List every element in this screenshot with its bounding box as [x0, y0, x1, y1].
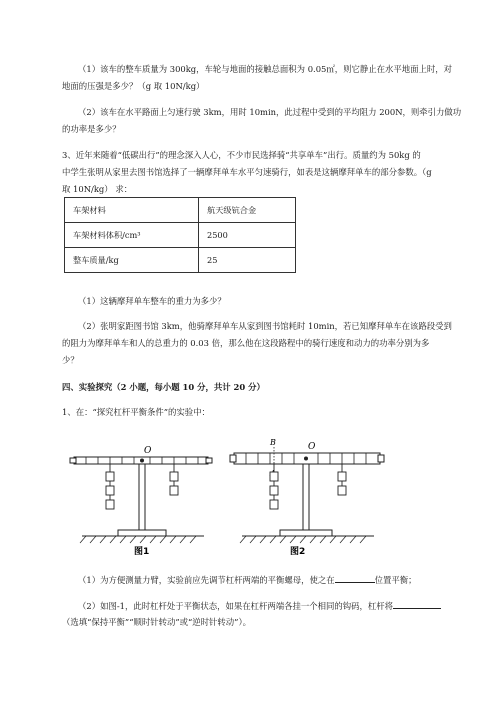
sub2-text-before: （2）如图-1，此时杠杆处于平衡状态，如果在杠杆两端各挂一个相同的钩码，杠杆将	[78, 601, 393, 611]
q2-sub1-line2: 地面的压强是多少？（g 取 10N/kg）	[62, 81, 205, 91]
table-row	[65, 223, 296, 248]
experiment-sub1	[78, 574, 478, 586]
sub1-text-after: 位置平衡；	[374, 575, 417, 585]
table-cell: 航天级钪合金	[199, 198, 296, 223]
q2-sub2-line2: 的功率是多少？	[62, 124, 121, 134]
answer-blank-2[interactable]	[393, 600, 441, 609]
pivot-label: O	[144, 446, 152, 456]
q2-sub2-line1: （2）该车在水平路面上匀速行驶 3km，用时 10min，此过程中受到的平均阻力 200N，则牵引力做功	[78, 107, 462, 117]
table-row	[65, 248, 296, 273]
q3-sub2-line1: （2）张明家距图书馆 3km，他骑摩拜单车从家到图书馆耗时 10min，若已知摩拜单车在该路段受到	[78, 321, 452, 331]
table-cell: 车架材料体积/cm³	[65, 223, 199, 248]
answer-blank-1[interactable]	[335, 574, 375, 583]
q3-line1: 3、近年来随着“低碳出行”的理念深入人心，不少市民选择骑“共享单车”出行。质量约为 50kg 的	[62, 150, 421, 160]
table-cell: 整车质量/kg	[65, 248, 199, 273]
q2-sub1-line1: （1）该车的整车质量为 300kg，车轮与地面的接触总面积为 0.05㎡，则它静止在水平地面上时，对	[78, 64, 452, 74]
sub1-text-before: （1）为方便测量力臂，实验前应先调节杠杆两端的平衡螺母，使之在	[78, 575, 335, 585]
point-b-label: B	[270, 438, 276, 447]
q3-line3: 取 10N/kg） 求：	[62, 184, 133, 194]
table-cell: 2500	[199, 223, 296, 248]
experiment-intro: 1、在：“探究杠杆平衡条件”的实验中：	[62, 407, 210, 417]
q3-sub2-line2: 的阻力为摩拜单车和人的总重力的 0.03 倍，那么他在这段路程中的骑行速度和动力的功率分别为多	[62, 338, 430, 348]
section-heading: 四、实验探究（2 小题，每小题 10 分，共计 20 分）	[62, 382, 265, 392]
figure-2-label: 图2	[290, 547, 306, 557]
q3-sub2-line3: 少？	[62, 355, 79, 365]
lever-figure-2	[228, 436, 388, 560]
q3-sub1: （1）这辆摩拜单车整车的重力为多少？	[78, 296, 226, 306]
q3-line2: 中学生张明从家里去图书馆选择了一辆摩拜单车水平匀速骑行，如表是这辆摩拜单车的部分参数。（g	[62, 167, 432, 177]
table-row	[65, 198, 296, 223]
experiment-sub2-line1	[78, 600, 478, 612]
table-cell: 车架材料	[65, 198, 199, 223]
pivot-label: O	[308, 442, 316, 452]
bike-parameter-table	[64, 197, 296, 273]
lever-figure-1	[68, 440, 216, 560]
figure-1-label: 图1	[134, 547, 150, 557]
experiment-sub2-line2: （选填“保持平衡”“顺时针转动”或“逆时针转动”）。	[62, 617, 251, 627]
table-cell: 25	[199, 248, 296, 273]
